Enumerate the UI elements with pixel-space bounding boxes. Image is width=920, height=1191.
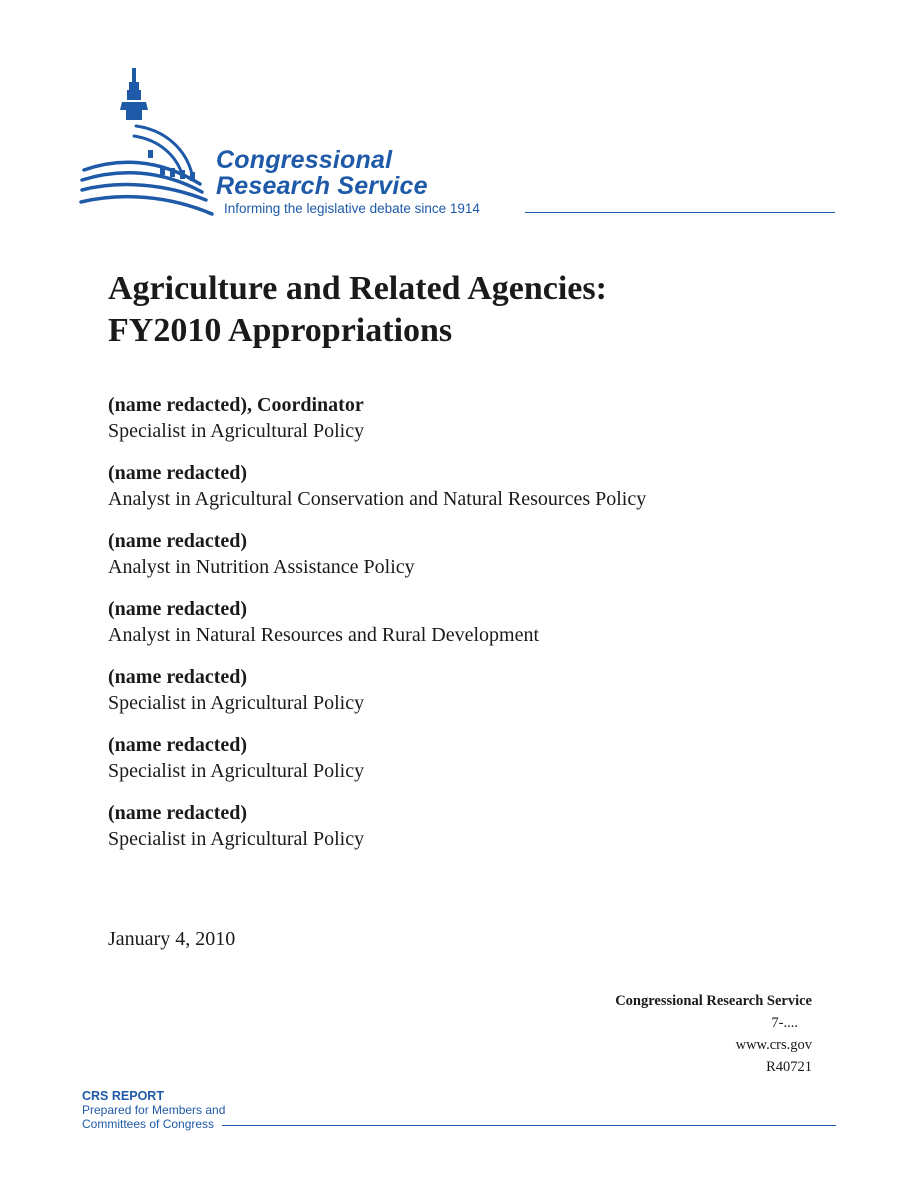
title-line2: FY2010 Appropriations — [108, 312, 453, 349]
crs-logo — [78, 66, 838, 226]
footer-line3: Committees of Congress — [82, 1117, 215, 1131]
author-name: (name redacted) — [108, 802, 248, 824]
publisher-url[interactable]: www.crs.gov — [735, 1037, 812, 1053]
report-title — [108, 268, 607, 352]
crs-report-footer — [82, 1089, 225, 1131]
publisher-org: Congressional Research Service — [615, 993, 812, 1009]
author-role: Analyst in Nutrition Assistance Policy — [108, 556, 415, 578]
footer-label: CRS REPORT — [82, 1089, 164, 1103]
logo-tagline: Informing the legislative debate since 1914 — [224, 201, 480, 216]
author-name: (name redacted) — [108, 530, 248, 552]
logo-title-line1: Congressional — [216, 146, 393, 174]
logo-title-line2: Research Service — [216, 172, 428, 200]
author-entry — [108, 664, 868, 716]
author-name: (name redacted) — [108, 598, 248, 620]
author-list — [108, 392, 868, 868]
author-role: Specialist in Agricultural Policy — [108, 692, 365, 714]
report-date: January 4, 2010 — [108, 928, 236, 950]
author-entry — [108, 392, 868, 444]
author-entry — [108, 800, 868, 852]
publisher-code: 7-.... — [771, 1015, 798, 1031]
author-entry — [108, 732, 868, 784]
author-entry — [108, 460, 868, 512]
capitol-dome-icon — [78, 66, 218, 218]
author-name: (name redacted) — [108, 734, 248, 756]
author-role: Specialist in Agricultural Policy — [108, 828, 365, 850]
author-entry — [108, 596, 868, 648]
author-role: Analyst in Agricultural Conservation and Natural Resources Policy — [108, 488, 647, 510]
author-entry — [108, 528, 868, 580]
author-name: (name redacted) — [108, 666, 248, 688]
publisher-block — [615, 990, 812, 1078]
author-role: Specialist in Agricultural Policy — [108, 760, 365, 782]
title-line1: Agriculture and Related Agencies: — [108, 270, 607, 307]
tagline-rule — [525, 212, 835, 213]
author-name: (name redacted) — [108, 462, 248, 484]
author-role: Analyst in Natural Resources and Rural Development — [108, 624, 539, 646]
author-role: Specialist in Agricultural Policy — [108, 420, 365, 442]
report-number: R40721 — [766, 1059, 812, 1075]
author-name: (name redacted), Coordinator — [108, 394, 364, 416]
footer-rule — [222, 1125, 836, 1126]
footer-line2: Prepared for Members and — [82, 1103, 226, 1117]
